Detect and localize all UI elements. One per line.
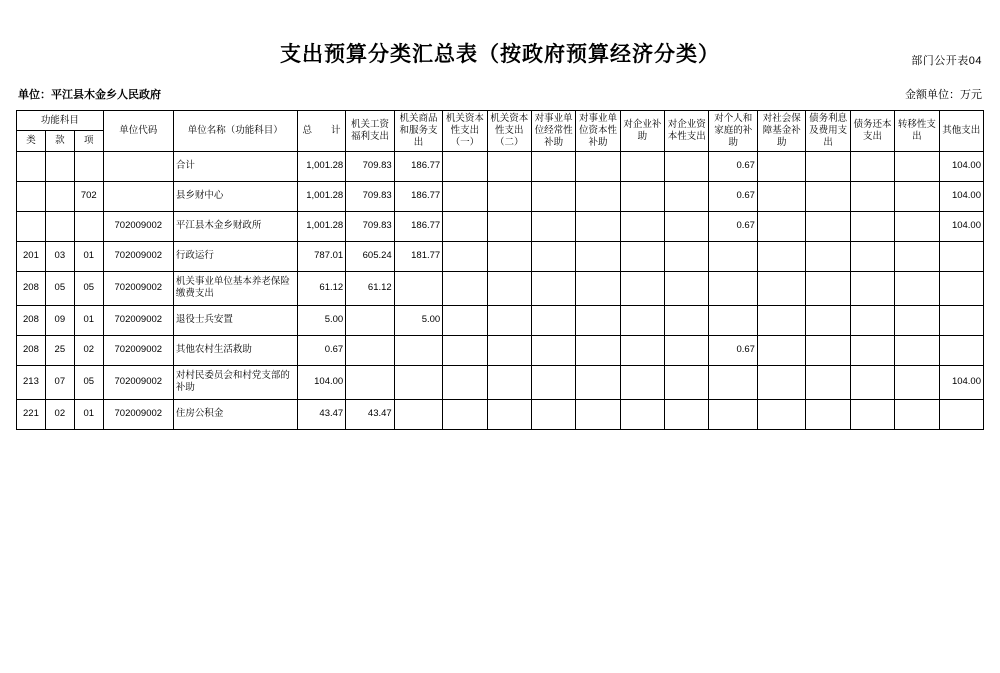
cell-value-10 <box>757 399 806 429</box>
cell-kuan: 25 <box>45 335 74 365</box>
header-unit-name: 单位名称（功能科目） <box>173 111 297 152</box>
cell-kuan: 03 <box>45 241 74 271</box>
cell-kuan: 07 <box>45 365 74 399</box>
cell-value-7 <box>620 151 664 181</box>
cell-value-8 <box>665 151 709 181</box>
cell-value-5 <box>531 305 575 335</box>
cell-value-14: 104.00 <box>939 365 983 399</box>
header-col-5: 对事业单位经常性补助 <box>531 111 575 152</box>
header-col-14: 其他支出 <box>939 111 983 152</box>
cell-value-11 <box>806 365 850 399</box>
cell-value-14 <box>939 399 983 429</box>
table-row <box>17 151 984 181</box>
cell-lei: 221 <box>17 399 46 429</box>
cell-value-3 <box>443 399 487 429</box>
cell-value-6 <box>576 211 620 241</box>
cell-name: 行政运行 <box>173 241 297 271</box>
cell-value-2: 186.77 <box>394 211 443 241</box>
header-col-8: 对企业资本性支出 <box>665 111 709 152</box>
cell-value-11 <box>806 271 850 305</box>
cell-value-3 <box>443 335 487 365</box>
cell-value-4 <box>487 335 531 365</box>
cell-value-11 <box>806 181 850 211</box>
cell-value-1: 605.24 <box>346 241 395 271</box>
cell-value-12 <box>850 399 894 429</box>
cell-lei <box>17 211 46 241</box>
cell-value-7 <box>620 241 664 271</box>
cell-value-13 <box>895 241 939 271</box>
cell-value-2: 181.77 <box>394 241 443 271</box>
header-col-0: 总 计 <box>297 111 346 152</box>
cell-value-12 <box>850 211 894 241</box>
cell-lei <box>17 181 46 211</box>
table-row <box>17 211 984 241</box>
header-lei: 类 <box>17 131 46 151</box>
header-col-1: 机关工资福利支出 <box>346 111 395 152</box>
table-header <box>17 111 984 152</box>
cell-value-1: 43.47 <box>346 399 395 429</box>
cell-value-7 <box>620 271 664 305</box>
cell-value-13 <box>895 151 939 181</box>
cell-code: 702009002 <box>103 399 173 429</box>
cell-kuan <box>45 151 74 181</box>
cell-value-13 <box>895 399 939 429</box>
cell-value-1 <box>346 335 395 365</box>
cell-value-9 <box>709 365 758 399</box>
cell-value-9 <box>709 305 758 335</box>
table-row <box>17 271 984 305</box>
header-col-4: 机关资本性支出（二） <box>487 111 531 152</box>
cell-xiang <box>74 151 103 181</box>
cell-value-6 <box>576 365 620 399</box>
cell-xiang: 01 <box>74 399 103 429</box>
cell-code: 702009002 <box>103 271 173 305</box>
cell-kuan: 02 <box>45 399 74 429</box>
cell-value-8 <box>665 335 709 365</box>
cell-value-0: 43.47 <box>297 399 346 429</box>
cell-value-0: 1,001.28 <box>297 151 346 181</box>
cell-value-6 <box>576 181 620 211</box>
cell-value-0: 787.01 <box>297 241 346 271</box>
cell-value-14 <box>939 335 983 365</box>
cell-name: 机关事业单位基本养老保险缴费支出 <box>173 271 297 305</box>
cell-value-4 <box>487 181 531 211</box>
cell-value-3 <box>443 211 487 241</box>
cell-xiang: 702 <box>74 181 103 211</box>
cell-value-5 <box>531 151 575 181</box>
cell-value-0: 1,001.28 <box>297 181 346 211</box>
cell-name: 对村民委员会和村党支部的补助 <box>173 365 297 399</box>
cell-value-7 <box>620 305 664 335</box>
cell-kuan <box>45 211 74 241</box>
cell-value-11 <box>806 211 850 241</box>
cell-value-4 <box>487 305 531 335</box>
cell-lei: 208 <box>17 335 46 365</box>
cell-value-3 <box>443 151 487 181</box>
cell-xiang: 05 <box>74 271 103 305</box>
header-col-2: 机关商品和服务支出 <box>394 111 443 152</box>
cell-lei: 201 <box>17 241 46 271</box>
cell-value-3 <box>443 271 487 305</box>
cell-value-14 <box>939 271 983 305</box>
cell-value-12 <box>850 365 894 399</box>
header-col-10: 对社会保障基金补助 <box>757 111 806 152</box>
cell-value-5 <box>531 399 575 429</box>
cell-value-8 <box>665 211 709 241</box>
cell-value-0: 61.12 <box>297 271 346 305</box>
cell-value-0: 104.00 <box>297 365 346 399</box>
document-page <box>0 38 1000 673</box>
cell-value-14 <box>939 241 983 271</box>
cell-kuan <box>45 181 74 211</box>
table-row <box>17 181 984 211</box>
cell-xiang: 01 <box>74 241 103 271</box>
cell-value-1: 61.12 <box>346 271 395 305</box>
header-xiang: 项 <box>74 131 103 151</box>
cell-value-3 <box>443 241 487 271</box>
cell-value-7 <box>620 399 664 429</box>
cell-value-5 <box>531 365 575 399</box>
cell-value-7 <box>620 335 664 365</box>
cell-lei: 208 <box>17 305 46 335</box>
cell-value-8 <box>665 305 709 335</box>
cell-value-8 <box>665 241 709 271</box>
cell-value-5 <box>531 271 575 305</box>
form-tag: 部门公开表04 <box>911 55 982 67</box>
cell-value-9 <box>709 241 758 271</box>
cell-value-4 <box>487 365 531 399</box>
cell-value-2 <box>394 271 443 305</box>
cell-value-13 <box>895 211 939 241</box>
table-row <box>17 365 984 399</box>
header-unit-code: 单位代码 <box>103 111 173 152</box>
cell-value-5 <box>531 181 575 211</box>
cell-value-9: 0.67 <box>709 211 758 241</box>
cell-value-11 <box>806 305 850 335</box>
cell-value-8 <box>665 399 709 429</box>
cell-kuan: 05 <box>45 271 74 305</box>
cell-value-2 <box>394 399 443 429</box>
cell-value-9: 0.67 <box>709 181 758 211</box>
cell-name: 退役士兵安置 <box>173 305 297 335</box>
cell-value-2 <box>394 365 443 399</box>
table-row <box>17 335 984 365</box>
cell-value-9: 0.67 <box>709 151 758 181</box>
cell-value-0: 0.67 <box>297 335 346 365</box>
cell-value-13 <box>895 271 939 305</box>
cell-value-10 <box>757 151 806 181</box>
unit-label: 单位：平江县木金乡人民政府 <box>18 89 161 101</box>
cell-value-4 <box>487 151 531 181</box>
cell-xiang: 05 <box>74 365 103 399</box>
budget-table <box>16 110 984 430</box>
cell-value-4 <box>487 241 531 271</box>
cell-value-3 <box>443 305 487 335</box>
cell-value-6 <box>576 151 620 181</box>
cell-value-10 <box>757 335 806 365</box>
cell-xiang: 02 <box>74 335 103 365</box>
cell-value-0: 1,001.28 <box>297 211 346 241</box>
cell-value-6 <box>576 399 620 429</box>
cell-value-8 <box>665 181 709 211</box>
header-col-12: 债务还本支出 <box>850 111 894 152</box>
cell-value-10 <box>757 241 806 271</box>
cell-value-10 <box>757 365 806 399</box>
cell-value-2: 186.77 <box>394 151 443 181</box>
cell-code <box>103 181 173 211</box>
cell-value-9 <box>709 399 758 429</box>
cell-value-5 <box>531 211 575 241</box>
meta-row <box>0 86 1000 102</box>
cell-value-1: 709.83 <box>346 211 395 241</box>
cell-code <box>103 151 173 181</box>
cell-value-8 <box>665 271 709 305</box>
header-col-6: 对事业单位资本性补助 <box>576 111 620 152</box>
cell-value-4 <box>487 399 531 429</box>
header-col-9: 对个人和家庭的补助 <box>709 111 758 152</box>
cell-value-12 <box>850 181 894 211</box>
cell-value-1: 709.83 <box>346 181 395 211</box>
table-row <box>17 305 984 335</box>
cell-value-14: 104.00 <box>939 151 983 181</box>
cell-value-13 <box>895 181 939 211</box>
table-row <box>17 241 984 271</box>
cell-value-10 <box>757 181 806 211</box>
cell-value-6 <box>576 241 620 271</box>
cell-value-10 <box>757 211 806 241</box>
cell-name: 其他农村生活救助 <box>173 335 297 365</box>
cell-value-10 <box>757 271 806 305</box>
header-kuan: 款 <box>45 131 74 151</box>
cell-code: 702009002 <box>103 365 173 399</box>
cell-value-2 <box>394 335 443 365</box>
cell-value-12 <box>850 241 894 271</box>
cell-code: 702009002 <box>103 211 173 241</box>
header-col-13: 转移性支出 <box>895 111 939 152</box>
cell-value-11 <box>806 241 850 271</box>
cell-value-12 <box>850 305 894 335</box>
cell-value-3 <box>443 365 487 399</box>
cell-value-12 <box>850 271 894 305</box>
cell-value-13 <box>895 335 939 365</box>
amount-unit-label: 金额单位：万元 <box>905 89 982 101</box>
cell-value-1 <box>346 365 395 399</box>
cell-value-3 <box>443 181 487 211</box>
cell-value-2: 186.77 <box>394 181 443 211</box>
cell-value-14: 104.00 <box>939 181 983 211</box>
cell-value-14: 104.00 <box>939 211 983 241</box>
header-col-7: 对企业补助 <box>620 111 664 152</box>
header-col-11: 债务利息及费用支出 <box>806 111 850 152</box>
cell-value-7 <box>620 181 664 211</box>
cell-value-5 <box>531 335 575 365</box>
cell-lei <box>17 151 46 181</box>
cell-lei: 213 <box>17 365 46 399</box>
cell-xiang <box>74 211 103 241</box>
cell-value-2: 5.00 <box>394 305 443 335</box>
cell-value-13 <box>895 305 939 335</box>
cell-value-5 <box>531 241 575 271</box>
cell-value-6 <box>576 305 620 335</box>
cell-value-6 <box>576 335 620 365</box>
table-body <box>17 151 984 429</box>
cell-value-1: 709.83 <box>346 151 395 181</box>
cell-name: 住房公积金 <box>173 399 297 429</box>
cell-xiang: 01 <box>74 305 103 335</box>
cell-name: 平江县木金乡财政所 <box>173 211 297 241</box>
cell-code: 702009002 <box>103 335 173 365</box>
header-col-3: 机关资本性支出（一） <box>443 111 487 152</box>
cell-value-11 <box>806 399 850 429</box>
cell-value-6 <box>576 271 620 305</box>
page-title: 支出预算分类汇总表（按政府预算经济分类） <box>280 43 720 66</box>
cell-code: 702009002 <box>103 305 173 335</box>
table-row <box>17 399 984 429</box>
cell-value-1 <box>346 305 395 335</box>
cell-name: 县乡财中心 <box>173 181 297 211</box>
cell-value-12 <box>850 151 894 181</box>
cell-value-14 <box>939 305 983 335</box>
cell-value-10 <box>757 305 806 335</box>
cell-value-4 <box>487 271 531 305</box>
cell-kuan: 09 <box>45 305 74 335</box>
cell-value-9 <box>709 271 758 305</box>
cell-code: 702009002 <box>103 241 173 271</box>
cell-value-12 <box>850 335 894 365</box>
cell-name: 合计 <box>173 151 297 181</box>
cell-value-13 <box>895 365 939 399</box>
cell-value-8 <box>665 365 709 399</box>
cell-value-4 <box>487 211 531 241</box>
cell-value-0: 5.00 <box>297 305 346 335</box>
cell-value-7 <box>620 211 664 241</box>
cell-value-11 <box>806 335 850 365</box>
cell-value-11 <box>806 151 850 181</box>
cell-lei: 208 <box>17 271 46 305</box>
header-function-subject: 功能科目 <box>17 111 104 131</box>
cell-value-9: 0.67 <box>709 335 758 365</box>
cell-value-7 <box>620 365 664 399</box>
